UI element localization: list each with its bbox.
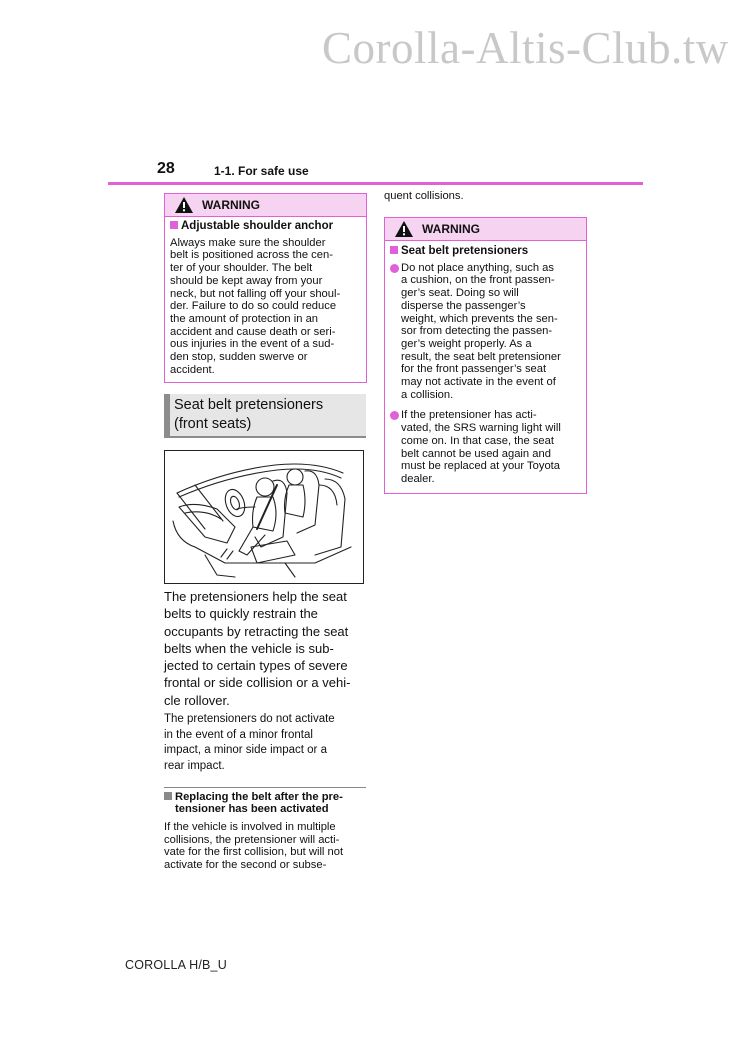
warning-subtitle: Adjustable shoulder anchor [170, 220, 361, 233]
subsection-rule [164, 787, 366, 788]
round-bullet-icon [390, 264, 399, 273]
note-text: The pretensioners do not activate in the event of a minor frontal impact, a minor side impact or a rear impact. [164, 713, 335, 772]
page-number: 28 [157, 160, 175, 177]
warning-text: Always make sure the shoulder belt is positioned across the cen- ter of your shoulder. The belt should be kept away from your neck, but not falling off your shoul- der. Failure to do so could reduce the amount of protection in an accident and cause death or seri- ous injuries in the event of a sud- den stop, sudden swerve or accident. [170, 236, 341, 376]
warning-label: WARNING [422, 222, 480, 236]
footer-model-code: COROLLA H/B_U [125, 958, 227, 972]
warning-triangle-icon [174, 196, 194, 214]
section-heading-pretensioners: Seat belt pretensioners (front seats) [164, 394, 366, 438]
warning-header [385, 218, 586, 241]
watermark: Corolla-Altis-Club.tw [322, 23, 729, 73]
warning-bullet-item: Do not place anything, such as a cushion, on the front passen- ger’s seat. Doing so will disperse the passenger’s weight, which prevents the sen- sor from detecting the passen- ger’s weight properly. As a result, the seat belt pretensioner for the front passenger’s seat may not activate in the event of a collision. [390, 262, 581, 402]
subsection-heading-replacing: Replacing the belt after the pre- tensioner has been activated [164, 791, 369, 815]
warning-header [165, 194, 366, 217]
warning-triangle-icon [394, 220, 414, 238]
warning-box-pretensioners [384, 217, 587, 494]
section-title-header: 1-1. For safe use [214, 164, 309, 178]
warning-subtitle: Seat belt pretensioners [390, 245, 581, 258]
continuation-text: quent collisions. [384, 190, 464, 202]
round-bullet-icon [390, 411, 399, 420]
square-bullet-icon [164, 792, 172, 800]
warning-label: WARNING [202, 198, 260, 212]
car-interior-seats-illustration [164, 450, 364, 584]
warning-bullet-item: If the pretensioner has acti- vated, the SRS warning light will come on. In that case, the seat belt cannot be used again and must be replaced at your Toyota dealer. [390, 409, 581, 485]
square-bullet-icon [170, 221, 178, 229]
warning-box-shoulder-anchor [164, 193, 367, 383]
body-text-pretensioners: The pretensioners help the seat belts to quickly restrain the occupants by retracting the seat belts when the vehicle is sub- jected to certain types of severe frontal or side collision or a vehi- cle rollover. [164, 589, 351, 708]
subsection-text-replacing: If the vehicle is involved in multiple collisions, the pretensioner will acti- vate for the first collision, but will not activate for the second or subse- [164, 821, 344, 872]
square-bullet-icon [390, 246, 398, 254]
header-rule [108, 182, 643, 185]
